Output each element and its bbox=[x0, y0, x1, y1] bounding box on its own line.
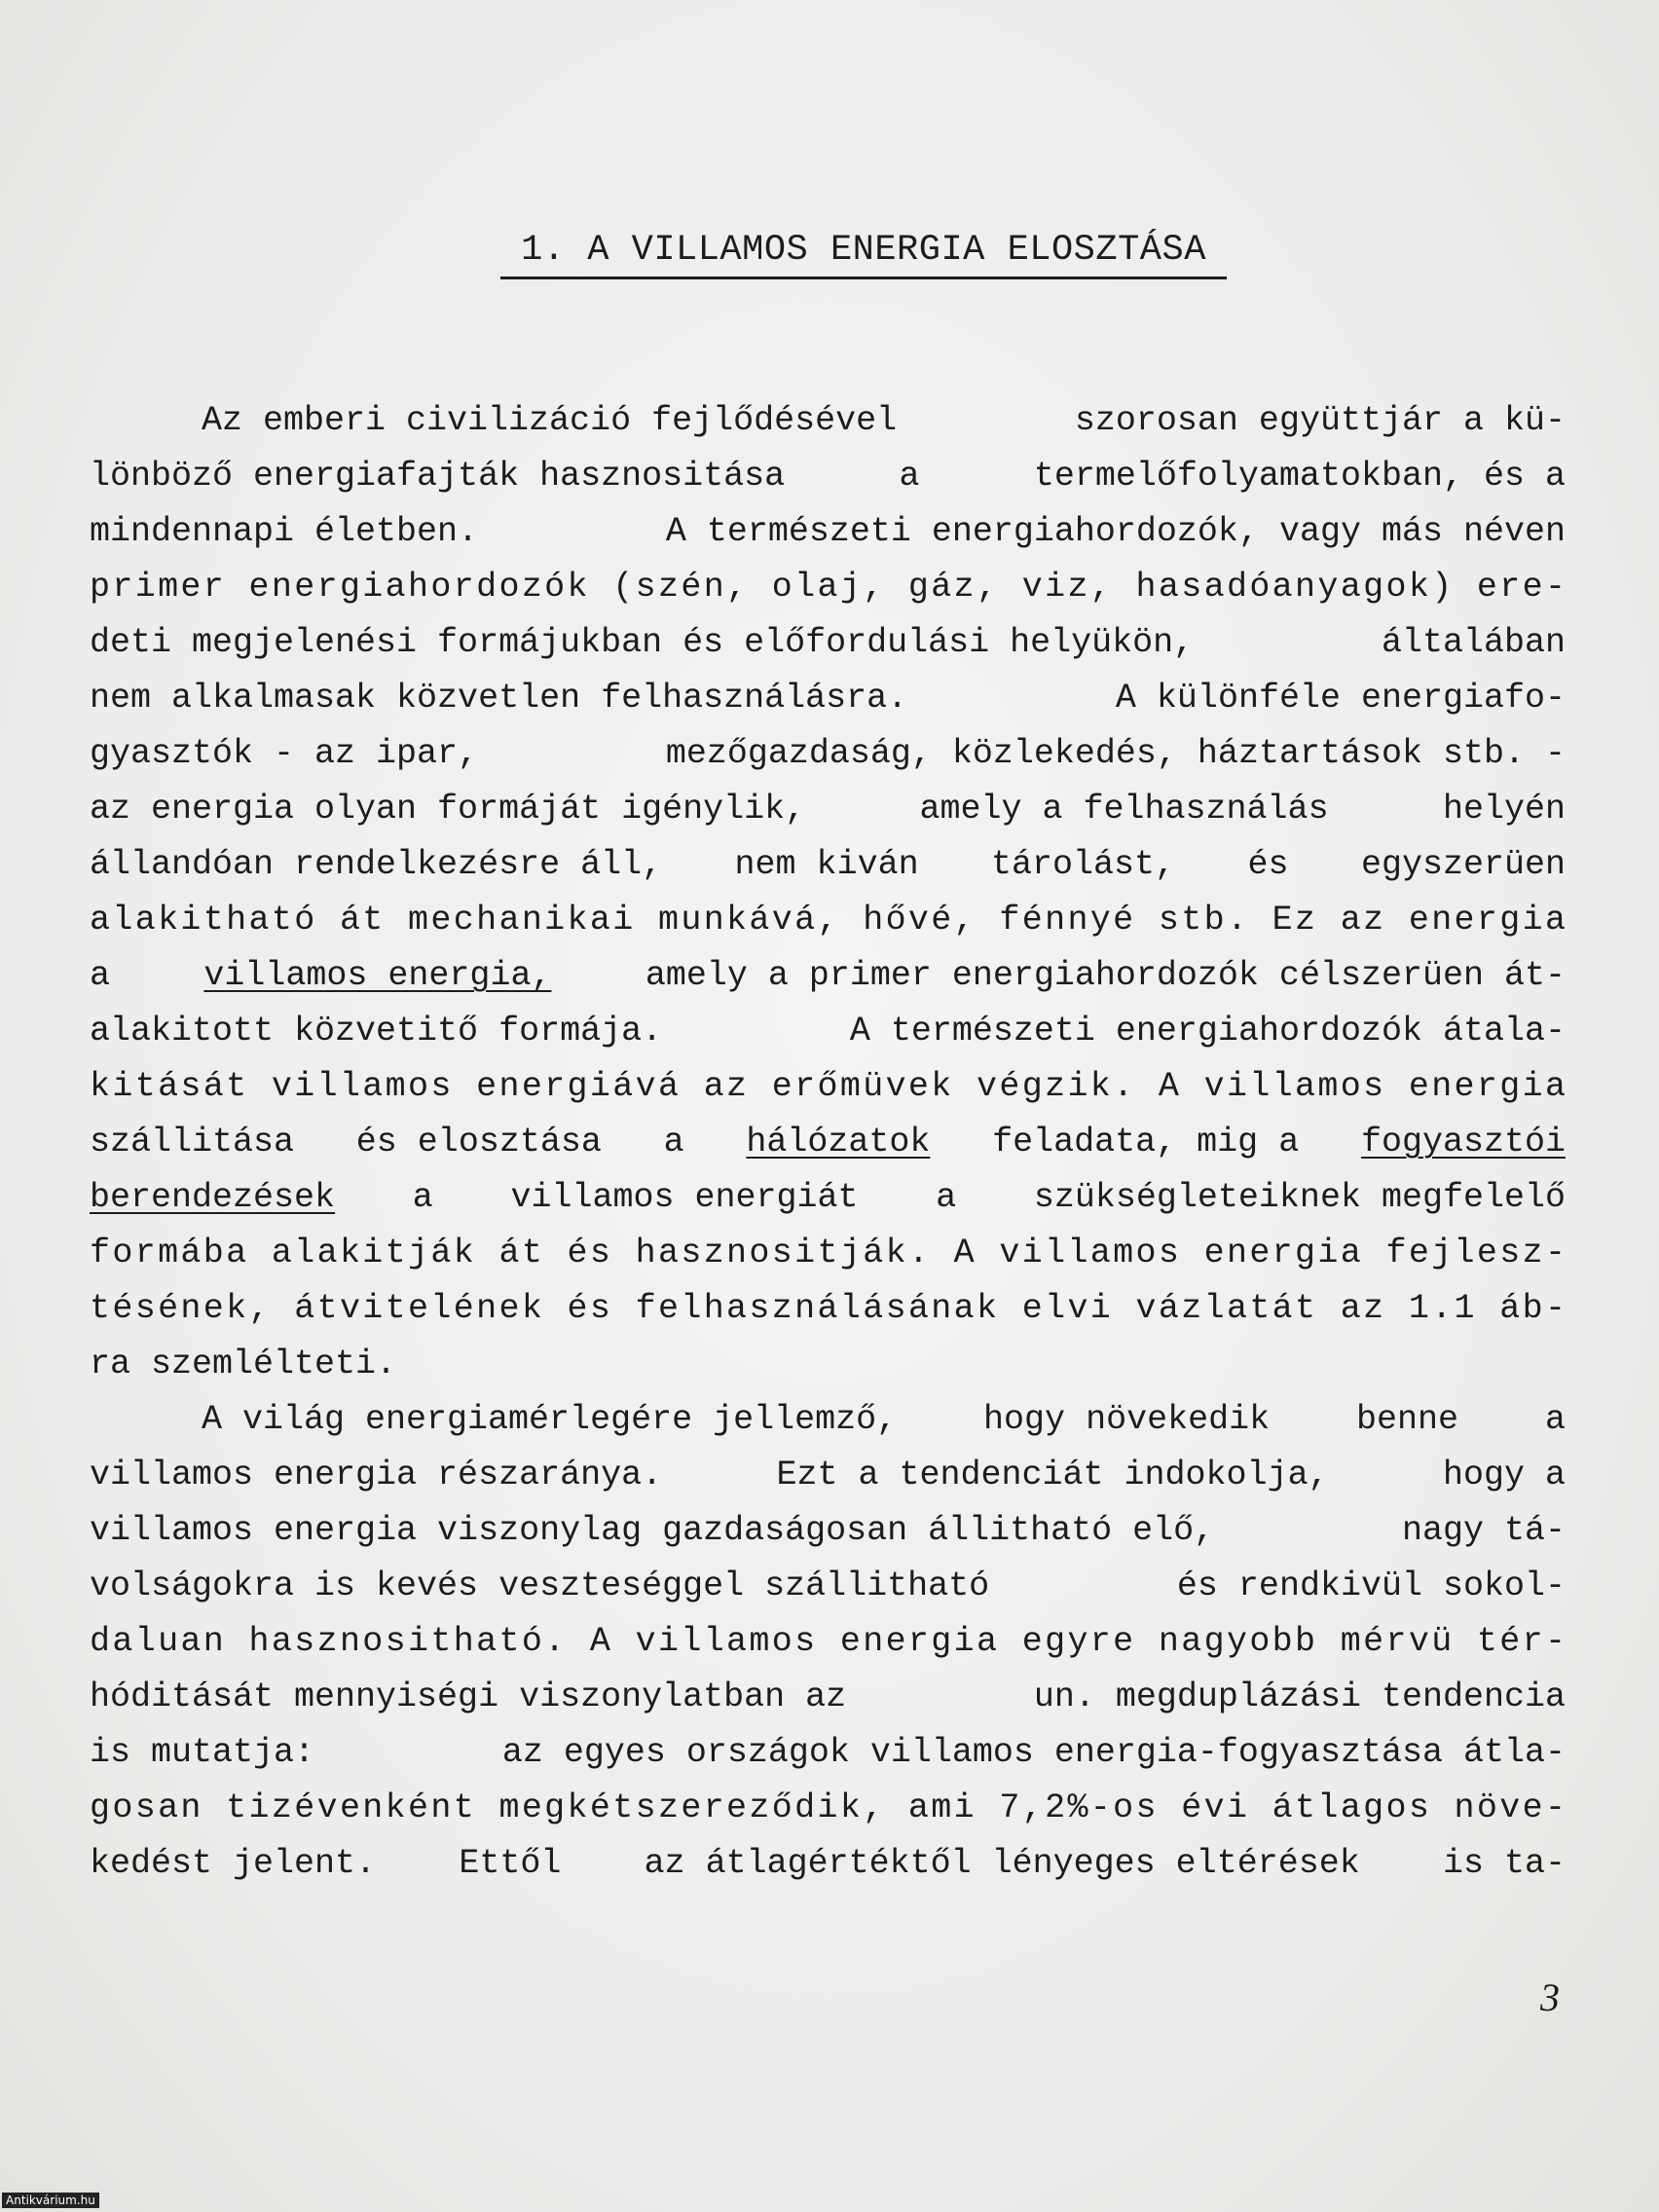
text-line bbox=[90, 782, 1566, 837]
text-line bbox=[90, 671, 1566, 726]
text-segment: formába alakitják át és hasznositják. A villamos energia fejlesz- bbox=[90, 1234, 1568, 1272]
text-segment: hogy növekedik bbox=[983, 1400, 1271, 1439]
text-line bbox=[90, 504, 1566, 560]
text-segment: szállitása bbox=[90, 1123, 295, 1161]
text-segment: a bbox=[1544, 1400, 1566, 1439]
text-segment: és rendkivül sokol- bbox=[1176, 1567, 1566, 1605]
text-line bbox=[90, 1614, 1566, 1670]
text-segment: gyasztók - az ipar, bbox=[90, 734, 479, 773]
text-segment: szorosan együttjár a kü- bbox=[1074, 401, 1566, 440]
text-segment: az egyes országok villamos energia-fogyasztása átla- bbox=[501, 1733, 1566, 1772]
text-line bbox=[90, 393, 1566, 449]
text-line bbox=[90, 1337, 1566, 1392]
text-segment: Az emberi civilizáció fejlődésével bbox=[202, 401, 898, 440]
text-segment: amely a felhasználás bbox=[919, 790, 1329, 829]
text-segment: gosan tizévenként megkétszereződik, ami 7,2%-os évi átlagos növe- bbox=[90, 1788, 1568, 1827]
chapter-title: 1. A VILLAMOS ENERGIA ELOSZTÁSA bbox=[500, 230, 1227, 279]
text-line bbox=[90, 1281, 1566, 1337]
text-segment: lönböző energiafajták hasznositása bbox=[90, 457, 786, 496]
watermark: Antikvárium.hu bbox=[2, 2193, 99, 2208]
text-segment: ra szemlélteti. bbox=[90, 1345, 397, 1383]
text-segment: az átlagértéktől lényeges eltérések bbox=[644, 1844, 1360, 1883]
text-line bbox=[90, 726, 1566, 782]
text-segment: deti megjelenési formájukban és előfordulási helyükön, bbox=[90, 623, 1195, 662]
text-segment: hóditását mennyiségi viszonylatban az bbox=[90, 1677, 847, 1716]
text-segment: termelőfolyamatokban, és a bbox=[1033, 457, 1566, 496]
text-line bbox=[90, 1836, 1566, 1892]
text-line bbox=[90, 1170, 1566, 1226]
text-line bbox=[90, 1670, 1566, 1725]
text-segment: a bbox=[936, 1178, 957, 1217]
text-segment: feladata, mig a bbox=[992, 1123, 1300, 1161]
text-segment: is mutatja: bbox=[90, 1733, 315, 1772]
text-line bbox=[90, 1559, 1566, 1614]
text-segment: a bbox=[899, 457, 920, 496]
text-line bbox=[90, 837, 1566, 893]
text-segment: primer energiahordozók (szén, olaj, gáz, viz, hasadóanyagok) ere- bbox=[90, 568, 1568, 607]
text-segment: az energia olyan formáját igénylik, bbox=[90, 790, 806, 829]
text-segment: A különféle energiafo- bbox=[1115, 679, 1566, 718]
text-segment: amely a primer energiahordozók célszerüen át- bbox=[645, 956, 1566, 995]
text-segment: tésének, átvitelének és felhasználásának elvi vázlatát az 1.1 áb- bbox=[90, 1289, 1568, 1328]
text-line bbox=[90, 1503, 1566, 1559]
text-segment: mindennapi életben. bbox=[90, 512, 479, 551]
text-line bbox=[90, 449, 1566, 504]
page-number: 3 bbox=[1540, 1975, 1560, 2019]
text-segment: mezőgazdaság, közlekedés, háztartások stb. - bbox=[665, 734, 1566, 773]
text-line bbox=[90, 615, 1566, 671]
text-line bbox=[90, 1115, 1566, 1170]
text-segment: hogy a bbox=[1442, 1456, 1566, 1494]
text-segment: a bbox=[412, 1178, 433, 1217]
underlined-term: villamos energia, bbox=[203, 956, 552, 995]
text-line bbox=[90, 1226, 1566, 1281]
text-line bbox=[90, 948, 1566, 1004]
text-segment: alakitott közvetitő formája. bbox=[90, 1012, 663, 1051]
text-segment: alakitható át mechanikai munkává, hővé, fénnyé stb. Ez az energia bbox=[90, 901, 1568, 940]
text-segment: daluan hasznositható. A villamos energia egyre nagyobb mérvü tér- bbox=[90, 1622, 1568, 1661]
text-line bbox=[90, 893, 1566, 948]
text-line bbox=[90, 1392, 1566, 1448]
text-segment: tárolást, bbox=[991, 845, 1176, 884]
text-segment: A természeti energiahordozók, vagy más néven bbox=[665, 512, 1566, 551]
text-segment: villamos energia viszonylag gazdaságosan állitható elő, bbox=[90, 1511, 1215, 1550]
text-segment: és elosztása bbox=[355, 1123, 602, 1161]
text-segment: is ta- bbox=[1442, 1844, 1566, 1883]
text-segment: kedést jelent. bbox=[90, 1844, 377, 1883]
text-line bbox=[90, 1725, 1566, 1781]
text-segment: szükségleteiknek megfelelő bbox=[1033, 1178, 1566, 1217]
text-segment: volságokra is kevés veszteséggel szállitható bbox=[90, 1567, 990, 1605]
text-segment: nem kiván bbox=[734, 845, 919, 884]
text-segment: Ezt a tendenciát indokolja, bbox=[776, 1456, 1329, 1494]
text-segment: a bbox=[90, 956, 111, 995]
text-segment: villamos energiát bbox=[510, 1178, 859, 1217]
underlined-term: fogyasztói bbox=[1360, 1123, 1566, 1161]
text-segment: kitását villamos energiává az erőmüvek végzik. A villamos energia bbox=[90, 1067, 1568, 1106]
text-line bbox=[90, 1781, 1566, 1836]
text-line bbox=[90, 1059, 1566, 1115]
body-text bbox=[90, 393, 1566, 1892]
text-segment: nagy tá- bbox=[1401, 1511, 1566, 1550]
underlined-term: berendezések bbox=[90, 1178, 336, 1217]
text-segment: Ettől bbox=[459, 1844, 562, 1883]
text-segment: egyszerüen bbox=[1360, 845, 1566, 884]
underlined-term: hálózatok bbox=[746, 1123, 931, 1161]
text-line bbox=[90, 1004, 1566, 1059]
text-line bbox=[90, 560, 1566, 615]
text-segment: általában bbox=[1381, 623, 1566, 662]
text-segment: A világ energiamérlegére jellemző, bbox=[202, 1400, 898, 1439]
text-segment: A természeti energiahordozók átala- bbox=[849, 1012, 1566, 1051]
text-segment: és bbox=[1247, 845, 1289, 884]
text-segment: a bbox=[663, 1123, 684, 1161]
text-segment: un. megduplázási tendencia bbox=[1033, 1677, 1566, 1716]
text-segment: helyén bbox=[1442, 790, 1566, 829]
text-line bbox=[90, 1448, 1566, 1503]
text-segment: villamos energia részaránya. bbox=[90, 1456, 663, 1494]
text-segment: nem alkalmasak közvetlen felhasználásra. bbox=[90, 679, 908, 718]
text-segment: benne bbox=[1356, 1400, 1459, 1439]
text-segment: állandóan rendelkezésre áll, bbox=[90, 845, 663, 884]
